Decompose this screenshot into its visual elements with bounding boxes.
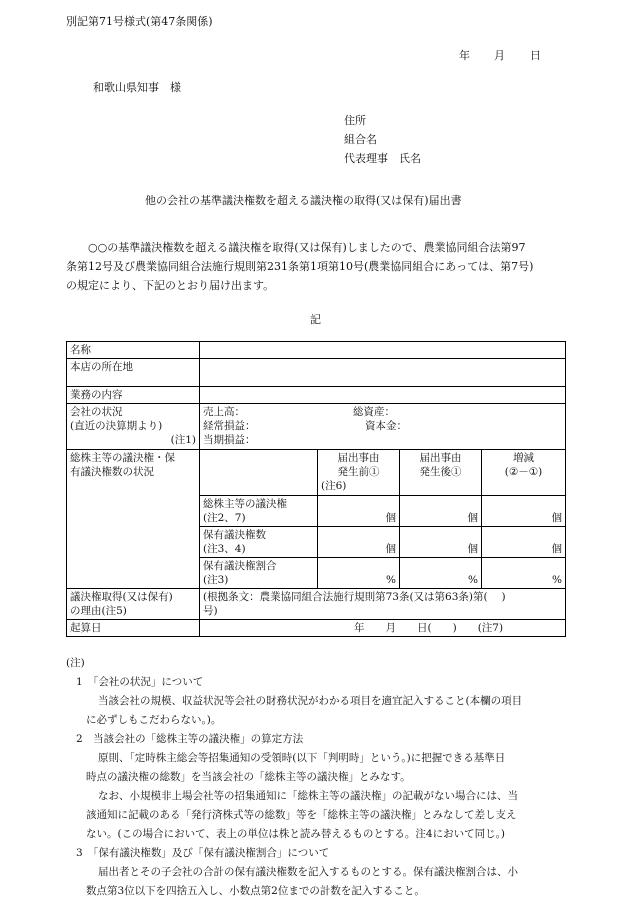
status-label-line1: 会社の状況 <box>70 406 123 418</box>
sender-org: 組合名 <box>344 133 377 146</box>
note-2-line-4: 該通知に記載のある「発行済株式等の総数」等を「総株主等の議決権」とみなして差し支え <box>86 809 517 821</box>
total-votes-label-line2: (注2、7) <box>203 512 246 524</box>
status-values[interactable] <box>200 404 566 450</box>
total-votes-label-line1: 総株主等の議決権 <box>203 498 287 510</box>
business-value[interactable] <box>200 387 566 404</box>
total-change-cell[interactable] <box>482 496 566 527</box>
ratio-after-cell[interactable] <box>400 558 482 589</box>
unit-ko: 個 <box>467 512 478 524</box>
body-text <box>66 238 586 295</box>
notes-section <box>66 654 576 901</box>
unit-ko: 個 <box>385 512 396 524</box>
note-2-line-3: なお、小規模非上場会社等の招集通知に「総株主等の議決権」の記載がない場合には、当 <box>98 790 518 802</box>
unit-ko: 個 <box>551 543 562 555</box>
unit-percent: % <box>386 574 396 586</box>
reason-label <box>67 589 200 620</box>
hq-label: 本店の所在地 <box>67 359 200 387</box>
notes-header: (注) <box>66 657 85 669</box>
total-after-cell[interactable] <box>400 496 482 527</box>
ratio-before-cell[interactable] <box>318 558 400 589</box>
base-date-label: 起算日 <box>67 620 200 637</box>
note-3-line-2: 数点第3位以下を四捨五入し、小数点第2位までの計数を記入すること。 <box>86 885 425 897</box>
held-ratio-label-line1: 保有議決権割合 <box>203 560 277 572</box>
unit-percent: % <box>552 574 562 586</box>
reason-text-line1: (根拠条文：農業協同組合法施行規則第73条(又は第63条)第( ) <box>203 591 506 603</box>
date-day: 日 <box>530 49 541 62</box>
held-ratio-label-line2: (注3) <box>203 574 229 586</box>
header-after-line1: 届出事由 <box>419 452 462 464</box>
unit-ko: 個 <box>385 543 396 555</box>
status-label <box>67 404 200 450</box>
body-line-2: 条第12号及び農業協同組合法施行規則第231条第1項第10号(農業協同組合にあっては、第7号) <box>66 260 534 273</box>
status-label-line2: (直近の決算期より) <box>70 420 163 432</box>
note-2-line-5: ない。(この場合において、表上の単位は株と読み替えるものとする。注4において同じ。) <box>86 828 505 840</box>
header-before-note: (注6) <box>321 480 347 492</box>
note-2-line-1: 原則、「定時株主総会等招集通知の受領時(以下「判明時」という。)に把握できる基準日 <box>98 752 506 764</box>
date-year: 年 <box>459 49 470 62</box>
reason-label-line1: 議決権取得(又は保有) <box>70 591 173 603</box>
form-id: 別記第71号様式(第47条関係) <box>66 15 213 28</box>
document-title: 他の会社の基準議決権数を超える議決権の取得(又は保有)届出書 <box>145 194 462 207</box>
note-2-line-2: 時点の議決権の総数」を当該会社の「総株主等の議決権」とみなす。 <box>86 771 411 783</box>
unit-percent: % <box>468 574 478 586</box>
reason-value[interactable] <box>200 589 566 620</box>
name-label: 名称 <box>67 342 200 359</box>
sender-address: 住所 <box>344 114 366 127</box>
held-before-cell[interactable] <box>318 527 400 558</box>
body-line-3: の規定により、下記のとおり届け出ます。 <box>66 279 275 292</box>
total-before-cell[interactable] <box>318 496 400 527</box>
vr-label <box>67 450 200 589</box>
sender-rep: 代表理事 氏名 <box>344 152 421 165</box>
vr-label-line2: 有議決権数の状況 <box>70 466 154 478</box>
reason-text-line2: 号) <box>203 605 218 617</box>
header-change-line1: 増減 <box>513 452 534 464</box>
note-1-line-2: に必ずしもこだわらない。)。 <box>86 714 222 726</box>
ordinary-label: 経常損益： <box>203 420 256 432</box>
held-after-cell[interactable] <box>400 527 482 558</box>
ratio-change-cell[interactable] <box>482 558 566 589</box>
unit-ko: 個 <box>551 512 562 524</box>
header-change-line2: (②－①) <box>504 466 543 478</box>
vr-label-line1: 総株主等の議決権・保 <box>70 452 175 464</box>
header-change <box>482 450 566 496</box>
note-2-title: 2 当該会社の「総株主等の議決権」の算定方法 <box>76 733 304 745</box>
reason-label-line2: の理由(注5) <box>70 605 127 617</box>
header-after <box>400 450 482 496</box>
header-before <box>318 450 400 496</box>
header-before-line1: 届出事由 <box>337 452 380 464</box>
note-1-title: 1 「会社の状況」について <box>76 676 204 688</box>
base-date-value[interactable]: 年 月 日( ) (注7) <box>200 620 566 637</box>
header-after-line2: 発生後① <box>419 466 462 478</box>
date-month: 月 <box>494 49 505 62</box>
held-votes-label-line2: (注3、4) <box>203 543 246 555</box>
held-ratio-label <box>200 558 318 589</box>
held-votes-label-line1: 保有議決権数 <box>203 529 266 541</box>
held-votes-label <box>200 527 318 558</box>
addressee: 和歌山県知事 様 <box>93 81 181 94</box>
body-line-1: ○○の基準議決権数を超える議決権を取得(又は保有)しましたので、農業協同組合法第97 <box>88 241 526 254</box>
note-1-line-1: 当該会社の規模、収益状況等会社の財務状況がわかる項目を適宜記入すること(本欄の項目 <box>98 695 523 707</box>
hq-value[interactable] <box>200 359 566 387</box>
unit-ko: 個 <box>467 543 478 555</box>
net-label: 当期損益： <box>203 434 256 446</box>
assets-label: 総資産： <box>353 406 395 418</box>
business-label: 業務の内容 <box>67 387 200 404</box>
total-votes-label <box>200 496 318 527</box>
note-3-title: 3 「保有議決権数」及び「保有議決権割合」について <box>76 847 330 859</box>
status-label-note: (注1) <box>170 434 196 446</box>
capital-label: 資本金： <box>365 420 407 432</box>
header-before-line2: 発生前① <box>337 466 380 478</box>
vr-header-blank <box>200 450 318 496</box>
ki-heading: 記 <box>310 313 321 326</box>
notification-table <box>66 341 566 637</box>
name-value[interactable] <box>200 342 566 359</box>
held-change-cell[interactable] <box>482 527 566 558</box>
sales-label: 売上高： <box>203 406 245 418</box>
note-3-line-1: 届出者とその子会社の合計の保有議決権数を記入するものとする。保有議決権割合は、小 <box>98 866 518 878</box>
